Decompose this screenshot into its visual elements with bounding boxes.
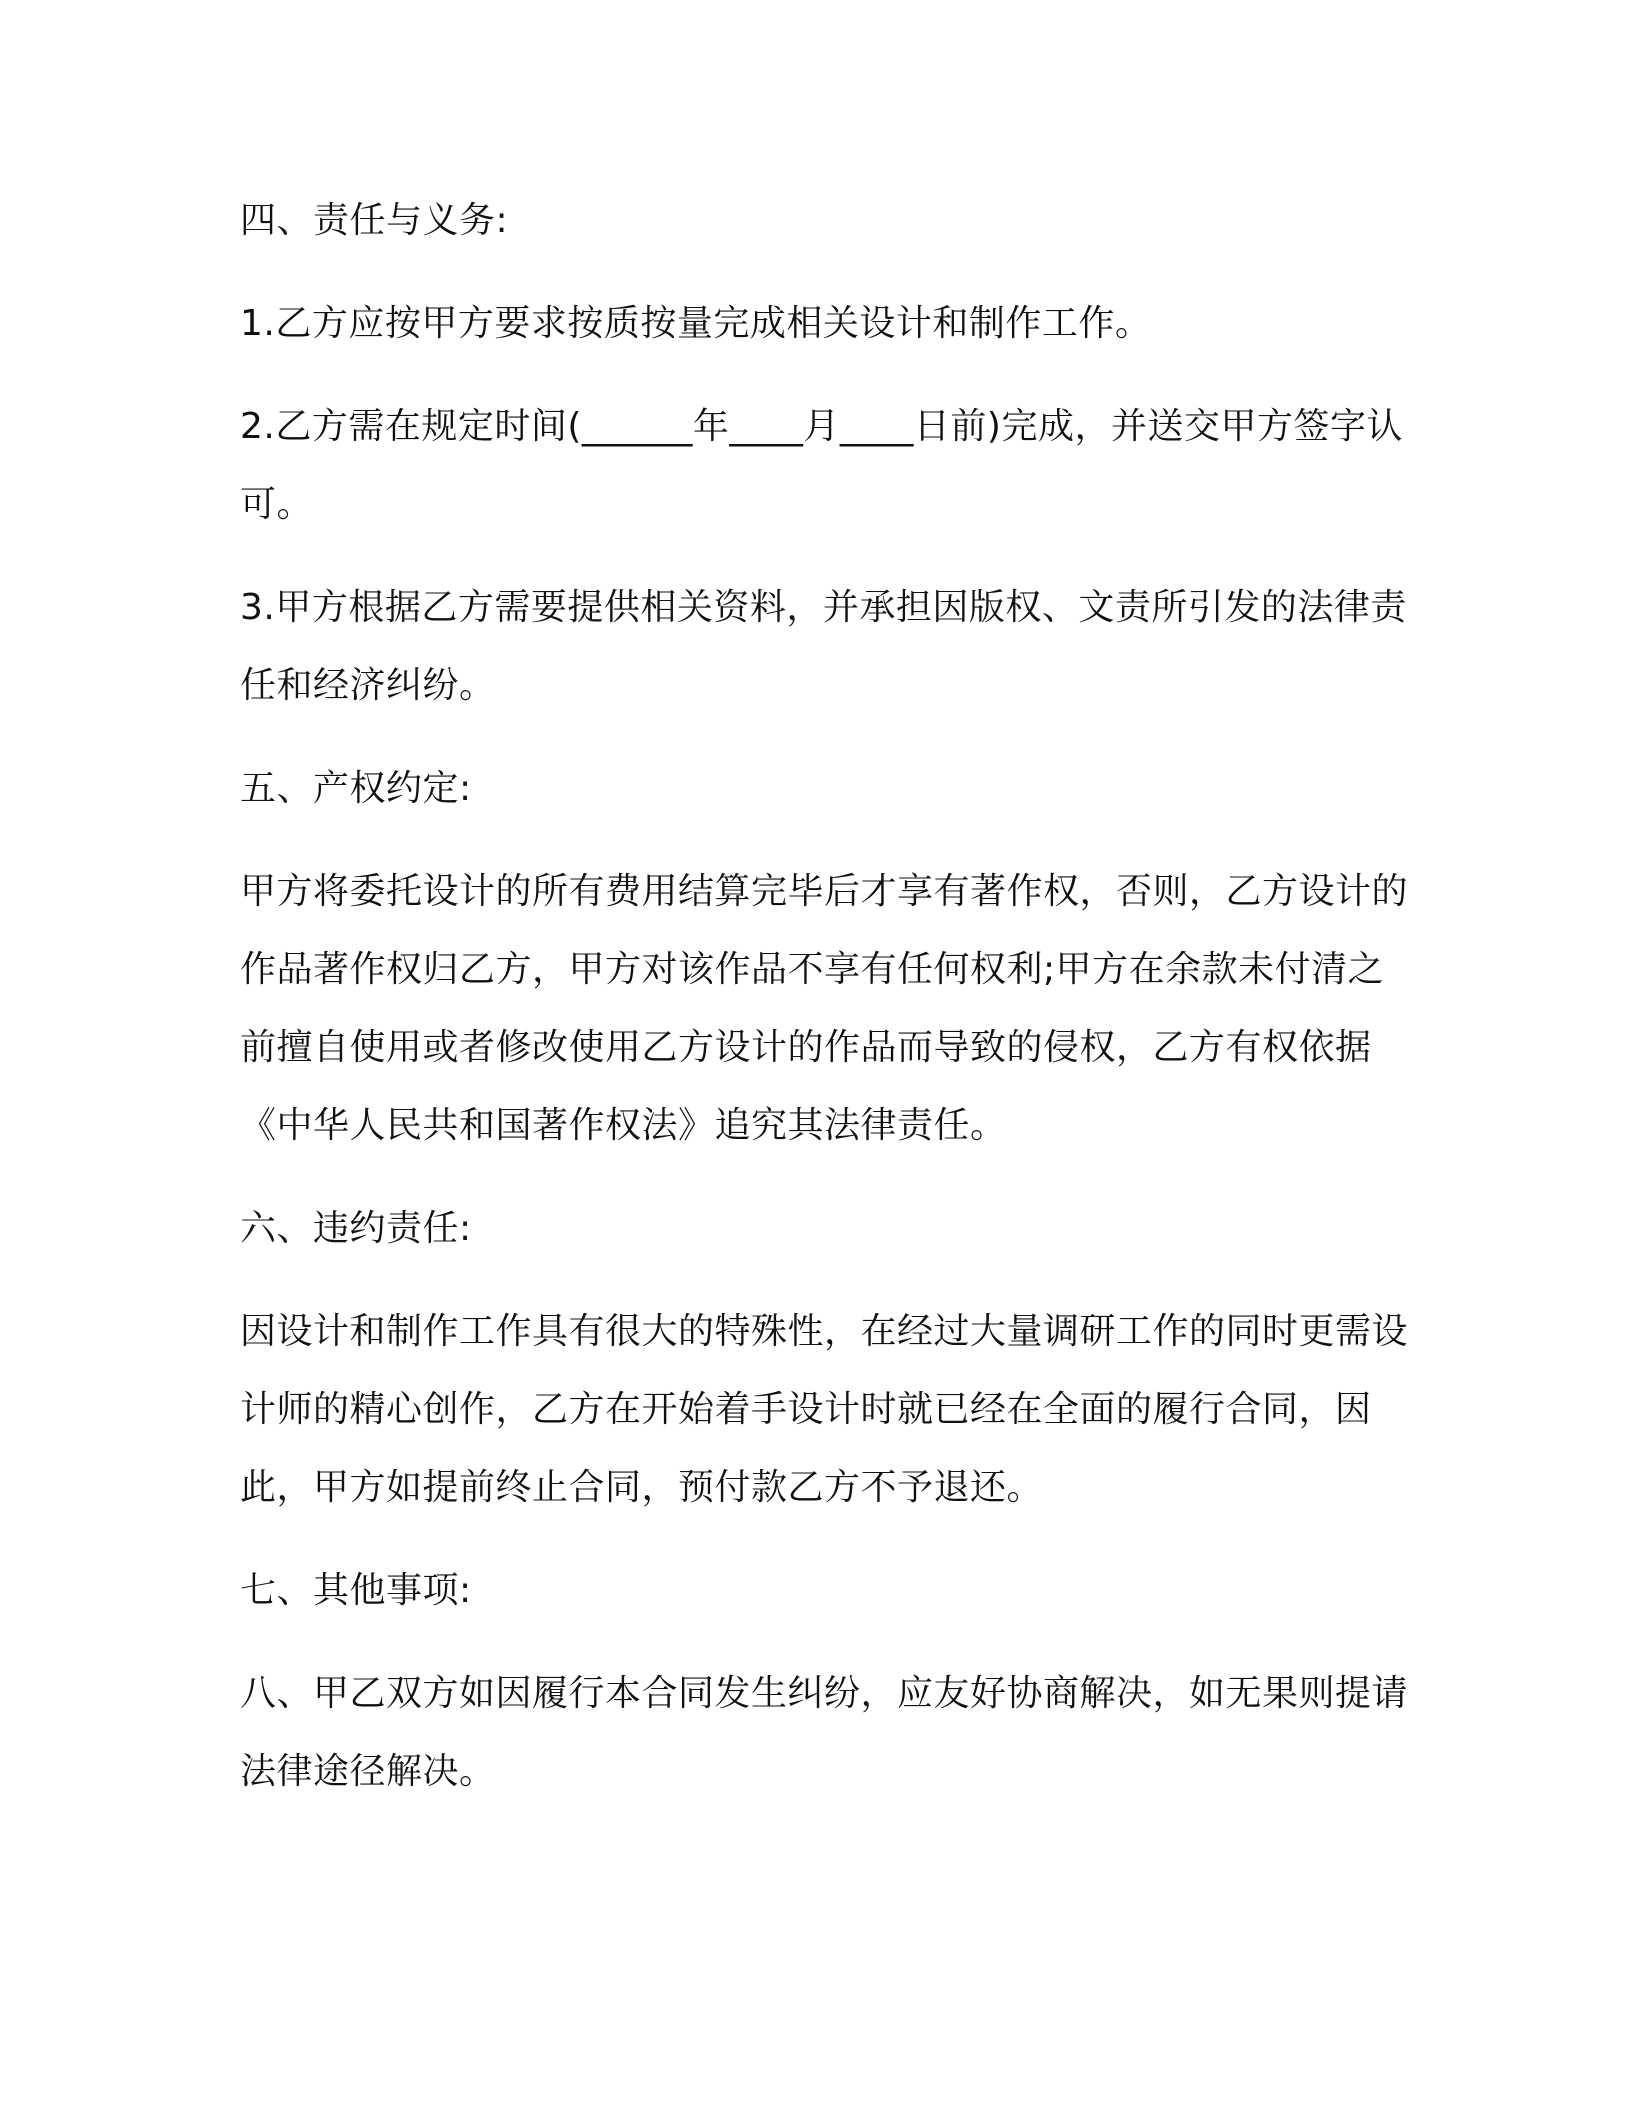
clause-3: 3.甲方根据乙方需要提供相关资料，并承担因版权、文责所引发的法律责任和经济纠纷。 bbox=[240, 587, 1407, 706]
clause-2: 2.乙方需在规定时间(______年____月____日前)完成，并送交甲方签字认可。 bbox=[240, 406, 1403, 525]
clause-1: 1.乙方应按甲方要求按质按量完成相关设计和制作工作。 bbox=[240, 303, 1152, 344]
section-heading-responsibilities: 四、责任与义务: bbox=[240, 200, 509, 241]
document-body bbox=[240, 182, 1410, 1836]
section-heading-other: 七、其他事项: bbox=[240, 1570, 472, 1611]
property-rights-text: 甲方将委托设计的所有费用结算完毕后才享有著作权，否则，乙方设计的作品著作权归乙方，甲方对该作品不享有任何权利;甲方在余款未付清之前擅自使用或者修改使用乙方设计的作品而导致的侵权，乙方有权依据《中华人民共和国著作权法》追究其法律责任。 bbox=[240, 871, 1409, 1146]
section-heading-breach: 六、违约责任: bbox=[240, 1208, 472, 1249]
dispute-resolution-text: 八、甲乙双方如因履行本合同发生纠纷，应友好协商解决，如无果则提请法律途径解决。 bbox=[240, 1673, 1409, 1792]
breach-text: 因设计和制作工作具有很大的特殊性，在经过大量调研工作的同时更需设计师的精心创作，乙方在开始着手设计时就已经在全面的履行合同，因此，甲方如提前终止合同，预付款乙方不予退还。 bbox=[240, 1311, 1409, 1508]
section-heading-property-rights: 五、产权约定: bbox=[240, 768, 472, 809]
